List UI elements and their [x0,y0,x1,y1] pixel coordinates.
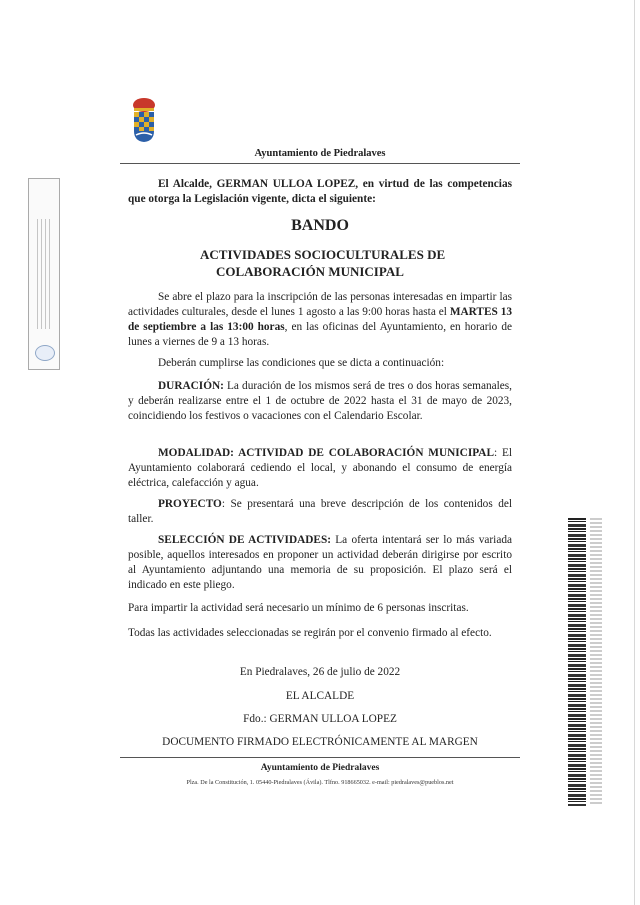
seleccion-paragraph [128,533,512,593]
duracion-label: DURACIÓN: [158,380,224,392]
verification-text-lines [590,518,602,806]
stamp-text-lines [37,219,51,329]
plazo-text-b: , en las oficinas del Ayuntamiento, en horario de lunes a viernes de 9 a 13 horas. [128,321,512,348]
intro-paragraph [128,177,512,207]
modalidad-paragraph [128,446,512,491]
barcode-icon [568,518,586,806]
document-subtitle [200,246,500,280]
electronic-signature-note: DOCUMENTO FIRMADO ELECTRÓNICAMENTE AL MARGEN [162,736,478,748]
signer-role: EL ALCALDE [285,690,355,702]
seal-icon [35,345,55,361]
place-date: En Piedralaves, 26 de julio de 2022 [239,666,401,678]
document-title: BANDO [291,217,349,234]
proyecto-paragraph [128,497,512,527]
signed-by: Fdo.: GERMAN ULLOA LOPEZ [243,713,397,725]
footer-address: Plza. De la Constitución, 1. 05440-Piedralaves (Ávila). Tlfno. 918665032. e-mail: piedralaves@pueblos.net [186,779,454,786]
page-edge [634,0,635,905]
header-organization: Ayuntamiento de Piedralaves [254,148,386,159]
footer-organization: Ayuntamiento de Piedralaves [260,763,380,773]
proyecto-label: PROYECTO [158,498,222,510]
footer-divider [120,757,520,758]
coat-of-arms-icon [131,97,157,143]
seleccion-label: SELECCIÓN DE ACTIVIDADES: [158,534,331,546]
modalidad-text: : El Ayuntamiento colaborará cediendo el local, y abonando el consumo de energía eléctrica, calefacción y agua. [128,447,512,489]
duracion-text: La duración de los mismos será de tres o dos horas semanales, y deberán realizarse entre el 1 de octubre de 2022 hasta el 31 de mayo de 2023, coincidiendo los festivos o vacaciones con el Calendario Escolar. [128,380,512,422]
duracion-paragraph [128,379,512,424]
minimo-paragraph: Para impartir la actividad será necesario un mínimo de 6 personas inscritas. [128,602,469,614]
intro-prefix: El Alcalde, GERMAN ULLOA LOPEZ, [158,178,359,190]
modalidad-label: MODALIDAD: ACTIVIDAD DE COLABORACIÓN MUNICIPAL [158,447,494,459]
header-divider [120,163,520,164]
plazo-text-a: Se abre el plazo para la inscripción de las personas interesadas en impartir las actividades culturales, desde el lunes 1 agosto a las 9:00 horas hasta el [128,291,512,318]
proyecto-text: : Se presentará una breve descripción de los contenidos del taller. [128,498,512,525]
plazo-deadline: MARTES 13 de septiembre a las 13:00 horas [128,306,512,333]
subtitle-line-2: COLABORACIÓN MUNICIPAL [216,264,404,279]
seleccion-text: La oferta intentará ser lo más variada posible, aquellos interesados en proponer un actividad deberán dirigirse por escrito al Ayuntamiento adjuntando una memoria de su proposición. El plazo será el indicado en este pliego. [128,534,512,591]
convenio-paragraph: Todas las actividades seleccionadas se regirán por el convenio firmado al efecto. [128,627,492,639]
condiciones-paragraph: Deberán cumplirse las condiciones que se dicta a continuación: [158,357,445,369]
plazo-paragraph [128,290,512,350]
intro-rest: en virtud de las competencias que otorga la Legislación vigente, dicta el siguiente: [128,178,512,205]
electronic-signature-stamp [28,178,60,370]
subtitle-line-1: ACTIVIDADES SOCIOCULTURALES DE [200,247,446,262]
